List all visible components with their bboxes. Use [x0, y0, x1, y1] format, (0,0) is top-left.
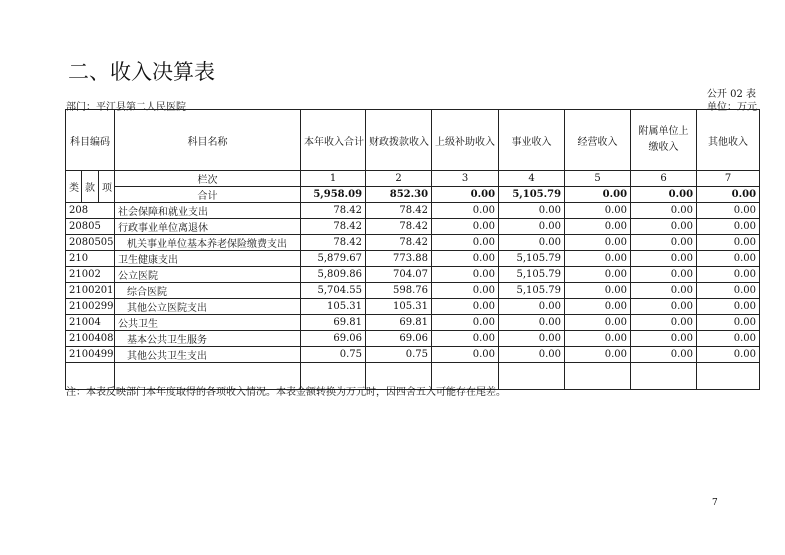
row-value: 105.31	[301, 299, 366, 315]
total-value: 0.00	[565, 187, 631, 203]
income-table	[65, 109, 760, 390]
row-name: 基本公共卫生服务	[115, 331, 301, 347]
row-value: 0.00	[565, 347, 631, 363]
row-value: 0.00	[697, 235, 760, 251]
row-value: 78.42	[366, 235, 432, 251]
row-code: 20805	[66, 219, 115, 235]
row-value: 0.00	[697, 315, 760, 331]
table-row	[66, 219, 760, 235]
row-value: 5,809.86	[301, 267, 366, 283]
row-value: 0.00	[631, 299, 697, 315]
col-number: 4	[499, 171, 565, 187]
row-code: 21002	[66, 267, 115, 283]
row-name: 综合医院	[115, 283, 301, 299]
page-title: 二、收入决算表	[68, 60, 215, 84]
row-value: 0.75	[301, 347, 366, 363]
header-fiscal: 财政拨款收入	[366, 110, 432, 171]
row-value: 0.00	[697, 347, 760, 363]
table-row	[66, 283, 760, 299]
column-number-row	[66, 171, 760, 187]
row-value: 0.00	[697, 267, 760, 283]
row-value: 0.00	[499, 219, 565, 235]
table-row	[66, 315, 760, 331]
row-code: 208	[66, 203, 115, 219]
row-value: 78.42	[301, 235, 366, 251]
header-lanci: 栏次	[115, 171, 301, 187]
total-value: 5,958.09	[301, 187, 366, 203]
row-value: 0.00	[697, 219, 760, 235]
row-value: 69.81	[301, 315, 366, 331]
row-value: 0.00	[565, 235, 631, 251]
row-code: 2080505	[66, 235, 115, 251]
row-value: 0.00	[432, 235, 499, 251]
row-value: 0.00	[565, 331, 631, 347]
row-name: 公立医院	[115, 267, 301, 283]
row-code: 2100201	[66, 283, 115, 299]
row-value: 105.31	[366, 299, 432, 315]
table-row	[66, 251, 760, 267]
row-value: 0.00	[432, 347, 499, 363]
row-value: 78.42	[301, 203, 366, 219]
row-value: 0.00	[432, 283, 499, 299]
row-value: 0.00	[697, 203, 760, 219]
row-name: 公共卫生	[115, 315, 301, 331]
total-row	[66, 187, 760, 203]
row-name: 其他公共卫生支出	[115, 347, 301, 363]
row-value: 0.00	[432, 315, 499, 331]
table-row	[66, 347, 760, 363]
row-code: 21004	[66, 315, 115, 331]
col-number: 2	[366, 171, 432, 187]
header-row	[66, 110, 760, 171]
row-value: 0.00	[631, 267, 697, 283]
row-value: 78.42	[366, 203, 432, 219]
row-value: 0.00	[565, 219, 631, 235]
header-code: 科目编码	[66, 110, 115, 171]
row-value: 0.00	[697, 251, 760, 267]
row-value: 5,879.67	[301, 251, 366, 267]
header-operating: 经营收入	[565, 110, 631, 171]
header-kuan: 款	[82, 171, 99, 203]
row-value: 0.00	[631, 251, 697, 267]
row-value: 598.76	[366, 283, 432, 299]
col-number: 1	[301, 171, 366, 187]
row-code: 210	[66, 251, 115, 267]
col-number: 6	[631, 171, 697, 187]
row-value: 0.00	[432, 331, 499, 347]
row-value: 0.00	[631, 347, 697, 363]
form-code: 公开 02 表	[706, 89, 756, 100]
row-value: 0.00	[565, 315, 631, 331]
header-superior: 上级补助收入	[432, 110, 499, 171]
row-value: 0.00	[499, 331, 565, 347]
department-label: 部门：平江县第二人民医院	[66, 102, 186, 113]
row-value: 0.00	[432, 203, 499, 219]
table-row	[66, 299, 760, 315]
unit-label: 单位：万元	[707, 102, 757, 113]
row-value: 0.00	[499, 315, 565, 331]
header-xiang: 项	[99, 171, 115, 203]
row-value: 0.00	[565, 203, 631, 219]
row-value: 0.00	[697, 299, 760, 315]
row-value: 704.07	[366, 267, 432, 283]
total-value: 0.00	[697, 187, 760, 203]
table-row	[66, 235, 760, 251]
total-value: 0.00	[631, 187, 697, 203]
header-name: 科目名称	[115, 110, 301, 171]
row-name: 卫生健康支出	[115, 251, 301, 267]
row-value: 0.00	[631, 203, 697, 219]
header-total-income: 本年收入合计	[301, 110, 366, 171]
row-value: 0.00	[499, 235, 565, 251]
row-value: 0.00	[631, 331, 697, 347]
total-value: 852.30	[366, 187, 432, 203]
row-name: 行政事业单位离退休	[115, 219, 301, 235]
page-number: 7	[712, 498, 718, 508]
row-value: 0.00	[499, 203, 565, 219]
row-value: 0.00	[565, 267, 631, 283]
row-value: 0.00	[432, 251, 499, 267]
row-value: 5,105.79	[499, 251, 565, 267]
row-value: 78.42	[301, 219, 366, 235]
row-value: 0.00	[697, 283, 760, 299]
row-value: 0.00	[631, 219, 697, 235]
row-value: 0.00	[499, 347, 565, 363]
footnote: 注：本表反映部门本年度取得的各项收入情况。本表金额转换为万元时，因四舍五入可能存在尾差。	[66, 387, 506, 398]
row-value: 0.00	[631, 235, 697, 251]
row-value: 0.00	[631, 315, 697, 331]
row-value: 5,105.79	[499, 283, 565, 299]
row-code: 2100299	[66, 299, 115, 315]
header-other: 其他收入	[697, 110, 760, 171]
row-value: 0.00	[432, 219, 499, 235]
row-value: 5,704.55	[301, 283, 366, 299]
col-number: 7	[697, 171, 760, 187]
table-row	[66, 331, 760, 347]
row-code: 2100499	[66, 347, 115, 363]
row-value: 69.06	[366, 331, 432, 347]
col-number: 5	[565, 171, 631, 187]
row-value: 0.00	[565, 299, 631, 315]
total-value: 5,105.79	[499, 187, 565, 203]
row-value: 0.00	[432, 299, 499, 315]
row-value: 69.81	[366, 315, 432, 331]
row-value: 0.00	[565, 251, 631, 267]
row-value: 69.06	[301, 331, 366, 347]
row-code: 2100408	[66, 331, 115, 347]
table-row	[66, 267, 760, 283]
col-number: 3	[432, 171, 499, 187]
header-lei: 类	[66, 171, 82, 203]
row-value: 5,105.79	[499, 267, 565, 283]
row-value: 0.00	[565, 283, 631, 299]
total-value: 0.00	[432, 187, 499, 203]
row-name: 机关事业单位基本养老保险缴费支出	[115, 235, 301, 251]
row-value: 0.00	[432, 267, 499, 283]
row-value: 0.00	[631, 283, 697, 299]
row-value: 0.00	[499, 299, 565, 315]
row-value: 78.42	[366, 219, 432, 235]
header-affiliated: 附属单位上缴收入	[631, 110, 697, 171]
row-value: 773.88	[366, 251, 432, 267]
row-name: 其他公立医院支出	[115, 299, 301, 315]
row-value: 0.75	[366, 347, 432, 363]
total-label: 合计	[115, 187, 301, 203]
row-name: 社会保障和就业支出	[115, 203, 301, 219]
table-row	[66, 203, 760, 219]
header-business: 事业收入	[499, 110, 565, 171]
row-value: 0.00	[697, 331, 760, 347]
